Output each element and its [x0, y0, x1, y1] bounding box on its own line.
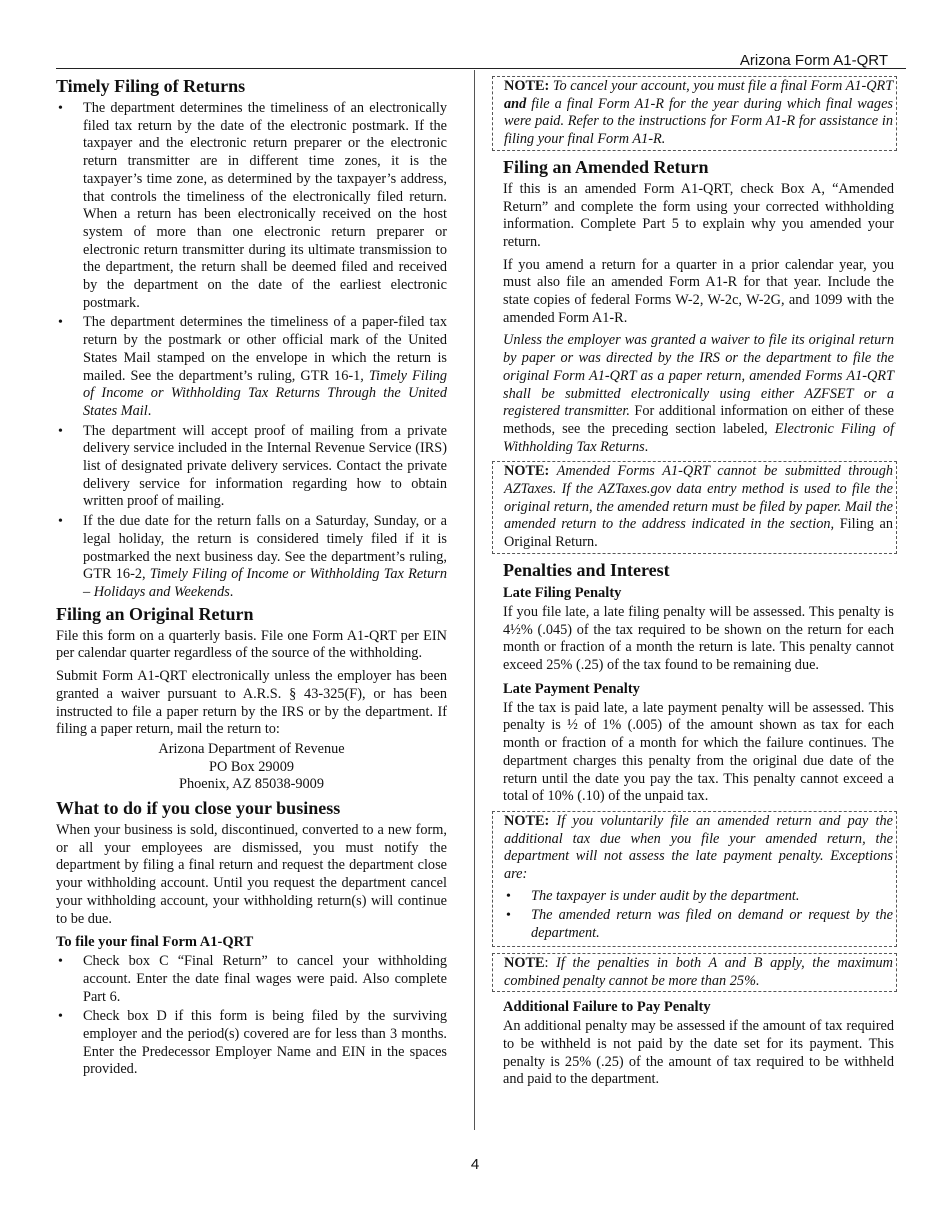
paragraph: File this form on a quarterly basis. File one Form A1-QRT per EIN per calendar quarter regardless of the source of the withholding. [56, 627, 447, 662]
final-form-list [56, 953, 447, 1079]
exceptions-list [504, 888, 893, 943]
list-item: • The taxpayer is under audit by the department. [504, 888, 893, 906]
additional-penalty-section [503, 998, 894, 1089]
address-line: Phoenix, AZ 85038-9009 [179, 776, 324, 793]
left-column [56, 76, 447, 1081]
right-column [503, 76, 894, 1094]
amended-return-section [503, 157, 894, 457]
timely-filing-list [56, 100, 447, 602]
paragraph: Unless the employer was granted a waiver to file its original return by paper or was directed by the IRS or the department to file the original Form A1-QRT as a paper return, amended Forms A1-QRT shall be submitted electronically using either AZFSET or a registered transmitter. For additional information on either of these methods, see the preceding section labeled, Electronic Filing of Withholding Tax Returns. [503, 332, 894, 455]
additional-penalty-heading: Additional Failure to Pay Penalty [503, 999, 711, 1016]
close-business-section [56, 798, 447, 1079]
list-item: • If the due date for the return falls on a Saturday, Sunday, or a legal holiday, the return is considered timely filed if it is postmarked the next business day. See the department’s ruling, GTR 16-2, Timely Filing of Income or Withholding Tax Return – Holidays and Weekends. [56, 513, 447, 602]
timely-filing-section [56, 76, 447, 602]
column-divider [474, 70, 475, 1130]
page-number: 4 [470, 1156, 480, 1173]
original-return-section [56, 604, 447, 794]
header-rule [56, 68, 906, 69]
final-form-subheading: To file your final Form A1-QRT [56, 934, 254, 951]
late-filing-heading: Late Filing Penalty [503, 584, 622, 601]
cancel-account-note: NOTE: To cancel your account, you must file a final Form A1-QRT and file a final Form A1-R for the year during which final wages were paid. Refer to the instructions for Form A1-R for assistance in filing your final Form A1-R. [492, 76, 897, 151]
list-item: • The department determines the timeliness of a paper-filed tax return by the postmark or other official mark of the United States Mail stamped on the envelope in which the return is mailed. See the department’s ruling, GTR 16-1, Timely Filing of Income or Withholding Tax Returns Through the United States Mail. [56, 314, 447, 420]
voluntary-amended-note: NOTE: If you voluntarily file an amended return and pay the additional tax due when you file your amended return, the department will not assess the late payment penalty. Exceptions are: • The taxpayer is under audit by the department. • The amended return was filed on demand or request by the department. [492, 811, 897, 947]
address-line: PO Box 29009 [209, 758, 294, 775]
paragraph: If this is an amended Form A1-QRT, check Box A, “Amended Return” and complete the form using your corrected withholding information. Complete Part 5 to explain why you amended your return. [503, 180, 894, 250]
paragraph: Submit Form A1-QRT electronically unless the employer has been granted a waiver pursuant to A.R.S. § 43-325(F), or has been instructed to file a paper return by the IRS or by the department. If filing a paper return, mail the return to: [56, 668, 447, 738]
penalties-heading: Penalties and Interest [503, 559, 670, 580]
original-return-heading: Filing an Original Return [56, 603, 254, 624]
paragraph: If you file late, a late filing penalty will be assessed. This penalty is 4½% (.045) of the tax required to be shown on the return for each month or fraction of a month the return is late. This penalty cannot exceed 25% (.25) of the tax found to be remaining due. [503, 603, 894, 673]
close-business-heading: What to do if you close your business [56, 798, 341, 819]
aztaxes-note: NOTE: Amended Forms A1-QRT cannot be submitted through AZTaxes. If the AZTaxes.gov data entry method is used to file the original return, the amended return must be filed by paper. Mail the amended return to the address indicated in the section, Filing an Original Return. [492, 461, 897, 554]
combined-penalty-note: NOTE: If the penalties in both A and B apply, the maximum combined penalty cannot be more than 25%. [492, 953, 897, 992]
amended-return-heading: Filing an Amended Return [503, 156, 709, 177]
paragraph: If you amend a return for a quarter in a prior calendar year, you must also file an amended Form A1-R for that year. Include the state copies of federal Forms W-2, W-2c, W-2G, and 1099 with the amended Form A1-R. [503, 256, 894, 326]
late-payment-heading: Late Payment Penalty [503, 680, 640, 697]
list-item: • The department determines the timeliness of an electronically filed tax return by the date of the electronic postmark. If the taxpayer and the electronic return preparer or the electronic return transmitter are in different time zones, it is the taxpayer’s time zone, as determined by the taxpayer’s address, that controls the timeliness of the electronically filed return. When a return has been electronically received on the host system of more than one electronic return preparer or electronic return transmitter during its ultimate transmission to the department, the return shall be deemed filed and received by the department on the date of the earliest electronic postmark. [56, 100, 447, 312]
timely-filing-heading: Timely Filing of Returns [56, 76, 246, 96]
list-item: • Check box C “Final Return” to cancel your withholding account. Enter the date final wages were paid. Also complete Part 6. [56, 953, 447, 1006]
list-item: • Check box D if this form is being filed by the surviving employer and the period(s) covered are for less than 3 months. Enter the Predecessor Employer Name and EIN in the spaces provided. [56, 1008, 447, 1079]
paragraph: An additional penalty may be assessed if the amount of tax required to be withheld is not paid by the date set for its payment. This penalty is 25% (.25) of the amount of tax required to be withheld and paid to the department. [503, 1018, 894, 1088]
address-line: Arizona Department of Revenue [158, 740, 345, 757]
paragraph: If the tax is paid late, a late payment penalty will be assessed. This penalty is ½ of 1% (.005) of the amount shown as tax for each month or fraction of a month for which the failure continues. The department charges this penalty from the original due date of the return until the date you pay the tax. This penalty cannot exceed a total of 10% (.10) of the unpaid tax. [503, 699, 894, 805]
paragraph: When your business is sold, discontinued, converted to a new form, or all your employees are dismissed, you must notify the department by filing a final return and request the department close your withholding account. Until you request the department cancel your withholding account, your withholding return(s) will continue to be due. [56, 822, 447, 927]
penalties-section [503, 560, 894, 806]
mailing-address [56, 741, 447, 794]
list-item: • The amended return was filed on demand or request by the department. [504, 907, 893, 942]
form-label: Arizona Form A1-QRT [739, 52, 888, 69]
list-item: • The department will accept proof of mailing from a private delivery service included in the Internal Revenue Service (IRS) list of designated private delivery services. Contact the private delivery service for information regarding how to obtain written proof of mailing. [56, 423, 447, 512]
